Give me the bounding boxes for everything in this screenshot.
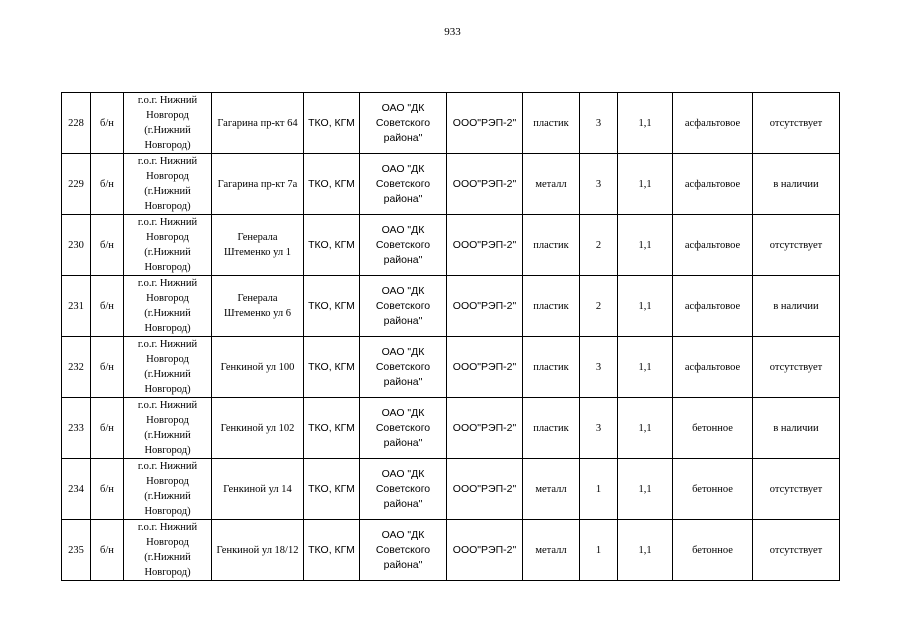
cell-volume: 1,1 [618, 459, 673, 520]
cell-operator: ООО"РЭП-2" [447, 154, 523, 215]
cell-surface: бетонное [673, 520, 753, 581]
table-row [62, 215, 840, 276]
cell-waste-type: ТКО, КГМ [304, 276, 360, 337]
cell-owner: ОАО "ДК Советского района" [360, 93, 447, 154]
cell-surface: бетонное [673, 459, 753, 520]
cell-row-number: 235 [62, 520, 91, 581]
cell-material: пластик [523, 215, 580, 276]
cell-address: Генкиной ул 100 [212, 337, 304, 398]
cell-fence: в наличии [753, 398, 840, 459]
cell-waste-type: ТКО, КГМ [304, 154, 360, 215]
cell-fence: отсутствует [753, 337, 840, 398]
cell-container-count: 2 [580, 215, 618, 276]
cell-surface: асфальтовое [673, 215, 753, 276]
cell-row-number: 233 [62, 398, 91, 459]
table-row [62, 459, 840, 520]
cell-district: г.о.г. Нижний Новгород (г.Нижний Новгород) [124, 93, 212, 154]
cell-operator: ООО"РЭП-2" [447, 276, 523, 337]
cell-surface: асфальтовое [673, 337, 753, 398]
cell-fence: отсутствует [753, 215, 840, 276]
registry-table [61, 92, 840, 581]
cell-district: г.о.г. Нижний Новгород (г.Нижний Новгород) [124, 154, 212, 215]
cell-district: г.о.г. Нижний Новгород (г.Нижний Новгород) [124, 520, 212, 581]
cell-operator: ООО"РЭП-2" [447, 93, 523, 154]
cell-district: г.о.г. Нижний Новгород (г.Нижний Новгород) [124, 337, 212, 398]
cell-container-count: 1 [580, 520, 618, 581]
cell-fence: в наличии [753, 154, 840, 215]
cell-address: Гагарина пр-кт 64 [212, 93, 304, 154]
cell-address: Генкиной ул 102 [212, 398, 304, 459]
table-row [62, 337, 840, 398]
cell-material: пластик [523, 398, 580, 459]
cell-container-count: 3 [580, 337, 618, 398]
cell-row-number: 234 [62, 459, 91, 520]
cell-document: б/н [91, 398, 124, 459]
cell-row-number: 232 [62, 337, 91, 398]
cell-container-count: 2 [580, 276, 618, 337]
cell-surface: асфальтовое [673, 93, 753, 154]
cell-volume: 1,1 [618, 93, 673, 154]
cell-fence: в наличии [753, 276, 840, 337]
cell-fence: отсутствует [753, 520, 840, 581]
cell-operator: ООО"РЭП-2" [447, 459, 523, 520]
cell-address: Генерала Штеменко ул 1 [212, 215, 304, 276]
cell-material: металл [523, 154, 580, 215]
table-row [62, 398, 840, 459]
cell-address: Генкиной ул 18/12 [212, 520, 304, 581]
cell-operator: ООО"РЭП-2" [447, 215, 523, 276]
cell-volume: 1,1 [618, 520, 673, 581]
cell-district: г.о.г. Нижний Новгород (г.Нижний Новгород) [124, 459, 212, 520]
cell-waste-type: ТКО, КГМ [304, 398, 360, 459]
table-row [62, 276, 840, 337]
cell-district: г.о.г. Нижний Новгород (г.Нижний Новгород) [124, 276, 212, 337]
cell-container-count: 1 [580, 459, 618, 520]
cell-operator: ООО"РЭП-2" [447, 520, 523, 581]
cell-container-count: 3 [580, 154, 618, 215]
cell-material: металл [523, 520, 580, 581]
cell-waste-type: ТКО, КГМ [304, 337, 360, 398]
cell-volume: 1,1 [618, 215, 673, 276]
cell-owner: ОАО "ДК Советского района" [360, 398, 447, 459]
cell-container-count: 3 [580, 93, 618, 154]
cell-volume: 1,1 [618, 337, 673, 398]
table-row [62, 154, 840, 215]
cell-document: б/н [91, 93, 124, 154]
cell-material: пластик [523, 93, 580, 154]
cell-document: б/н [91, 215, 124, 276]
registry-table-body [62, 93, 840, 581]
cell-owner: ОАО "ДК Советского района" [360, 337, 447, 398]
cell-owner: ОАО "ДК Советского района" [360, 215, 447, 276]
cell-waste-type: ТКО, КГМ [304, 520, 360, 581]
cell-waste-type: ТКО, КГМ [304, 215, 360, 276]
cell-material: пластик [523, 276, 580, 337]
cell-document: б/н [91, 337, 124, 398]
cell-owner: ОАО "ДК Советского района" [360, 459, 447, 520]
cell-material: пластик [523, 337, 580, 398]
cell-operator: ООО"РЭП-2" [447, 337, 523, 398]
cell-row-number: 231 [62, 276, 91, 337]
cell-material: металл [523, 459, 580, 520]
cell-surface: асфальтовое [673, 154, 753, 215]
cell-fence: отсутствует [753, 459, 840, 520]
cell-row-number: 228 [62, 93, 91, 154]
cell-document: б/н [91, 459, 124, 520]
cell-owner: ОАО "ДК Советского района" [360, 154, 447, 215]
table-row [62, 93, 840, 154]
page-number: 933 [444, 26, 461, 38]
cell-surface: бетонное [673, 398, 753, 459]
cell-address: Гагарина пр-кт 7а [212, 154, 304, 215]
cell-operator: ООО"РЭП-2" [447, 398, 523, 459]
cell-row-number: 230 [62, 215, 91, 276]
cell-document: б/н [91, 154, 124, 215]
cell-owner: ОАО "ДК Советского района" [360, 520, 447, 581]
cell-district: г.о.г. Нижний Новгород (г.Нижний Новгород) [124, 398, 212, 459]
cell-address: Генкиной ул 14 [212, 459, 304, 520]
cell-address: Генерала Штеменко ул 6 [212, 276, 304, 337]
cell-waste-type: ТКО, КГМ [304, 459, 360, 520]
cell-document: б/н [91, 520, 124, 581]
cell-container-count: 3 [580, 398, 618, 459]
cell-volume: 1,1 [618, 276, 673, 337]
cell-document: б/н [91, 276, 124, 337]
cell-row-number: 229 [62, 154, 91, 215]
cell-district: г.о.г. Нижний Новгород (г.Нижний Новгород) [124, 215, 212, 276]
cell-owner: ОАО "ДК Советского района" [360, 276, 447, 337]
cell-waste-type: ТКО, КГМ [304, 93, 360, 154]
table-row [62, 520, 840, 581]
cell-volume: 1,1 [618, 154, 673, 215]
cell-fence: отсутствует [753, 93, 840, 154]
cell-volume: 1,1 [618, 398, 673, 459]
cell-surface: асфальтовое [673, 276, 753, 337]
